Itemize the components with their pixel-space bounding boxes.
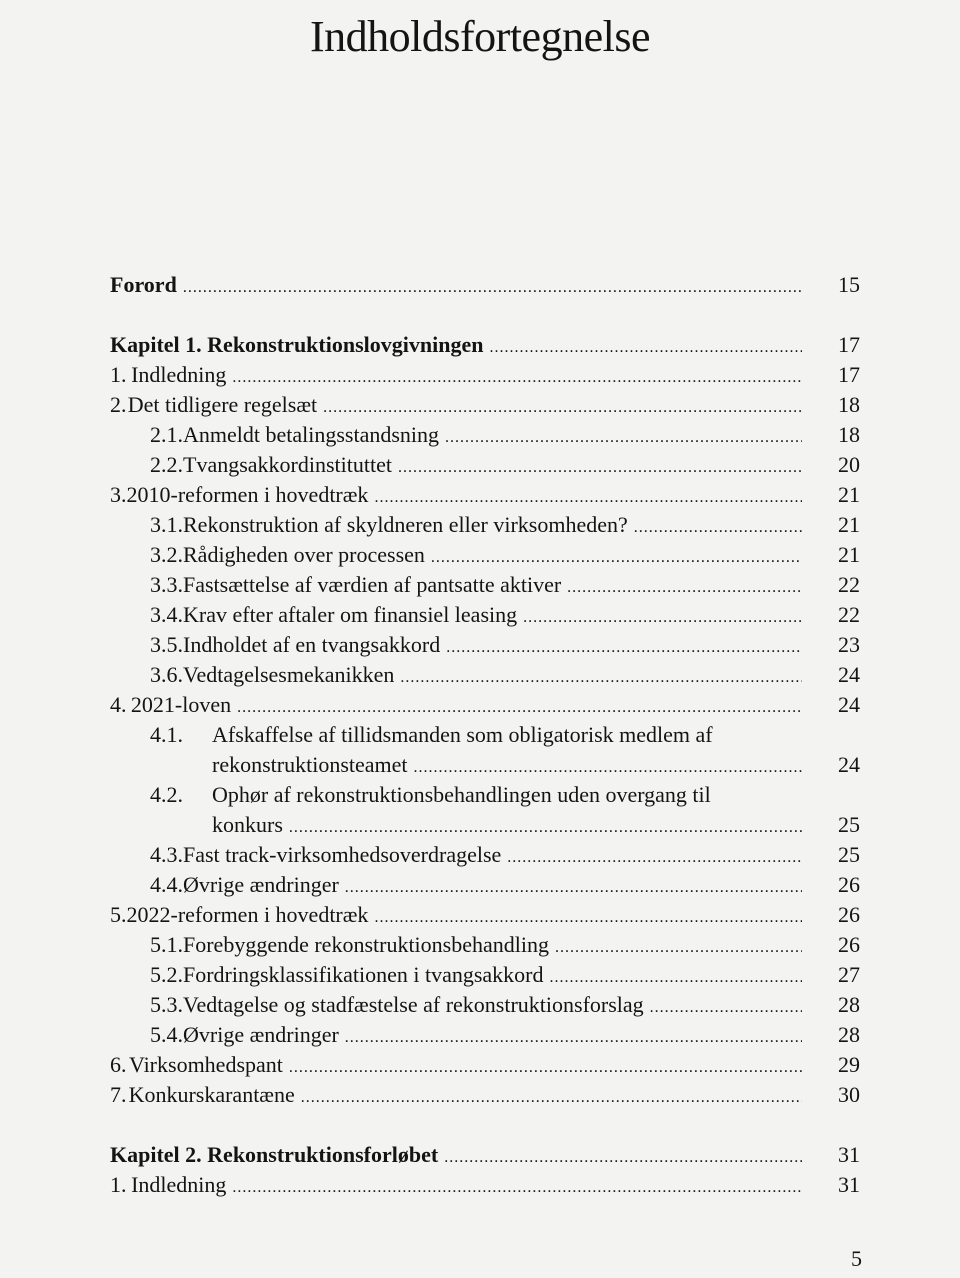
toc-entry-title: Ophør af rekonstruktionsbehandlingen uden overgang til — [212, 782, 711, 807]
toc-entry-title-cont: konkurs — [212, 812, 283, 837]
dot-leader — [414, 753, 802, 783]
toc-entry-page: 21 — [838, 512, 860, 537]
dot-leader — [634, 513, 802, 543]
toc-entry-title: Virksomhedspant — [129, 1052, 283, 1077]
dot-leader — [232, 1173, 802, 1203]
toc-entry — [110, 360, 860, 390]
toc-entry-title: Tvangsakkordinstituttet — [183, 452, 392, 477]
toc-entry-number: 4.3. — [150, 842, 183, 867]
toc-entry-number: 5.1. — [150, 932, 183, 957]
toc-entry-title: Det tidligere regelsæt — [127, 392, 318, 417]
toc-entry — [110, 990, 860, 1020]
toc-entry-page: 30 — [838, 1082, 860, 1107]
toc-entry-number: 5. — [110, 902, 127, 927]
table-of-contents — [110, 270, 860, 1200]
toc-entry-page: 18 — [838, 422, 860, 447]
toc-entry-number: 3.1. — [150, 512, 183, 537]
dot-leader — [289, 813, 802, 843]
toc-entry — [110, 1170, 860, 1200]
toc-entry-title-cont: rekonstruktionsteamet — [212, 752, 408, 777]
toc-entry-title: Forord — [110, 272, 177, 297]
toc-entry-title: Øvrige ændringer — [183, 872, 339, 897]
toc-entry-number: 4.1. — [150, 722, 183, 747]
toc-entry-page: 17 — [838, 362, 860, 387]
toc-entry-title: Anmeldt betalingsstandsning — [183, 422, 440, 447]
dot-leader — [345, 1023, 802, 1053]
toc-entry-page: 22 — [838, 602, 860, 627]
toc-entry-number: 3.6. — [150, 662, 183, 687]
toc-entry — [110, 1140, 860, 1170]
toc-entry-page: 26 — [838, 902, 860, 927]
page-title: Indholdsfortegnelse — [310, 12, 650, 61]
dot-leader — [567, 573, 802, 603]
toc-entry-title: Øvrige ændringer — [183, 1022, 339, 1047]
dot-leader — [345, 873, 802, 903]
dot-leader — [301, 1083, 802, 1113]
toc-entry-title: Kapitel 2. Rekonstruktionsforløbet — [110, 1142, 439, 1167]
toc-entry-page: 18 — [838, 392, 860, 417]
toc-entry-number: 2.2. — [150, 452, 183, 477]
toc-entry-title: 2010-reformen i hovedtræk — [126, 482, 369, 507]
dot-leader — [431, 543, 802, 573]
toc-entry-title: Krav efter aftaler om finansiel leasing — [183, 602, 518, 627]
toc-entry-page: 20 — [838, 452, 860, 477]
dot-leader — [444, 1143, 802, 1173]
toc-entry — [110, 840, 860, 870]
dot-leader — [289, 1053, 802, 1083]
dot-leader — [650, 993, 802, 1023]
toc-entry-number: 3. — [110, 482, 127, 507]
toc-entry-number: 2.1. — [150, 422, 183, 447]
toc-entry — [110, 600, 860, 630]
toc-entry-title: Vedtagelse og stadfæstelse af rekonstruktionsforslag — [183, 992, 644, 1017]
dot-leader — [489, 333, 802, 363]
toc-entry — [110, 930, 860, 960]
toc-entry-title: Indledning — [131, 362, 227, 387]
toc-entry-continuation — [110, 750, 860, 780]
toc-entry — [110, 480, 860, 510]
toc-entry-title: Vedtagelsesmekanikken — [183, 662, 395, 687]
toc-entry — [110, 630, 860, 660]
toc-entry-number: 3.4. — [150, 602, 183, 627]
spacer — [110, 300, 860, 330]
toc-entry-number: 5.3. — [150, 992, 183, 1017]
toc-entry-continuation — [110, 810, 860, 840]
toc-entry-title: Fastsættelse af værdien af pantsatte aktiver — [183, 572, 562, 597]
dot-leader — [374, 483, 802, 513]
toc-entry-title: Fast track-virksomhedsoverdragelse — [183, 842, 502, 867]
toc-entry-page: 24 — [838, 692, 860, 717]
toc-entry-number: 4. — [110, 692, 127, 717]
toc-entry-title: Indholdet af en tvangsakkord — [183, 632, 441, 657]
toc-entry-title: Rekonstruktion af skyldneren eller virksomheden? — [183, 512, 628, 537]
toc-entry-title: Indledning — [131, 1172, 227, 1197]
toc-entry-page: 31 — [838, 1172, 860, 1197]
toc-entry-page: 22 — [838, 572, 860, 597]
toc-entry — [110, 660, 860, 690]
toc-entry-number: 3.3. — [150, 572, 183, 597]
toc-entry — [110, 900, 860, 930]
toc-entry-title: Afskaffelse af tillidsmanden som obligatorisk medlem af — [212, 722, 713, 747]
toc-entry-number: 3.2. — [150, 542, 183, 567]
toc-entry-number: 6. — [110, 1052, 127, 1077]
dot-leader — [323, 393, 802, 423]
toc-entry-page: 24 — [838, 752, 860, 777]
dot-leader — [232, 363, 802, 393]
toc-entry-page: 26 — [838, 872, 860, 897]
toc-entry — [110, 720, 860, 750]
dot-leader — [445, 423, 802, 453]
dot-leader — [555, 933, 802, 963]
spacer — [110, 1110, 860, 1140]
toc-entry-page: 28 — [838, 1022, 860, 1047]
dot-leader — [237, 693, 802, 723]
dot-leader — [550, 963, 802, 993]
toc-entry — [110, 390, 860, 420]
toc-entry-page: 31 — [838, 1142, 860, 1167]
toc-entry-title: Forebyggende rekonstruktionsbehandling — [183, 932, 549, 957]
toc-entry-number: 7. — [110, 1082, 127, 1107]
toc-entry — [110, 570, 860, 600]
toc-entry-page: 26 — [838, 932, 860, 957]
toc-entry-title: Fordringsklassifikationen i tvangsakkord — [183, 962, 544, 987]
toc-entry-page: 15 — [838, 272, 860, 297]
toc-entry — [110, 1050, 860, 1080]
toc-entry-page: 17 — [838, 332, 860, 357]
toc-entry-title: 2021-loven — [130, 692, 232, 717]
toc-entry-number: 1. — [110, 1172, 127, 1197]
dot-leader — [446, 633, 802, 663]
dot-leader — [523, 603, 802, 633]
toc-entry — [110, 1080, 860, 1110]
toc-entry — [110, 690, 860, 720]
toc-entry-page: 28 — [838, 992, 860, 1017]
toc-entry-number: 3.5. — [150, 632, 183, 657]
toc-entry-title: Kapitel 1. Rekonstruktionslovgivningen — [110, 332, 484, 357]
toc-entry-page: 21 — [838, 482, 860, 507]
toc-entry — [110, 510, 860, 540]
toc-entry — [110, 960, 860, 990]
toc-entry-number: 5.2. — [150, 962, 183, 987]
toc-entry-page: 27 — [838, 962, 860, 987]
toc-entry-page: 24 — [838, 662, 860, 687]
toc-entry — [110, 780, 860, 810]
toc-entry-title: Konkurskarantæne — [128, 1082, 295, 1107]
toc-entry-page: 25 — [838, 812, 860, 837]
toc-entry-number: 4.4. — [150, 872, 183, 897]
toc-entry-number: 5.4. — [150, 1022, 183, 1047]
toc-entry-number: 4.2. — [150, 782, 183, 807]
toc-entry-page: 21 — [838, 542, 860, 567]
dot-leader — [183, 273, 802, 303]
dot-leader — [374, 903, 802, 933]
page-number: 5 — [851, 1246, 862, 1271]
toc-entry-number: 1. — [110, 362, 127, 387]
toc-entry-title: Rådigheden over processen — [183, 542, 425, 567]
dot-leader — [507, 843, 802, 873]
toc-entry — [110, 450, 860, 480]
toc-entry — [110, 540, 860, 570]
toc-entry-page: 29 — [838, 1052, 860, 1077]
toc-entry-page: 25 — [838, 842, 860, 867]
dot-leader — [400, 663, 802, 693]
toc-entry-page: 23 — [838, 632, 860, 657]
toc-entry-title: 2022-reformen i hovedtræk — [126, 902, 369, 927]
toc-entry-number: 2. — [110, 392, 127, 417]
toc-entry — [110, 1020, 860, 1050]
dot-leader — [398, 453, 802, 483]
toc-entry — [110, 330, 860, 360]
toc-entry — [110, 270, 860, 300]
toc-entry — [110, 420, 860, 450]
toc-entry — [110, 870, 860, 900]
